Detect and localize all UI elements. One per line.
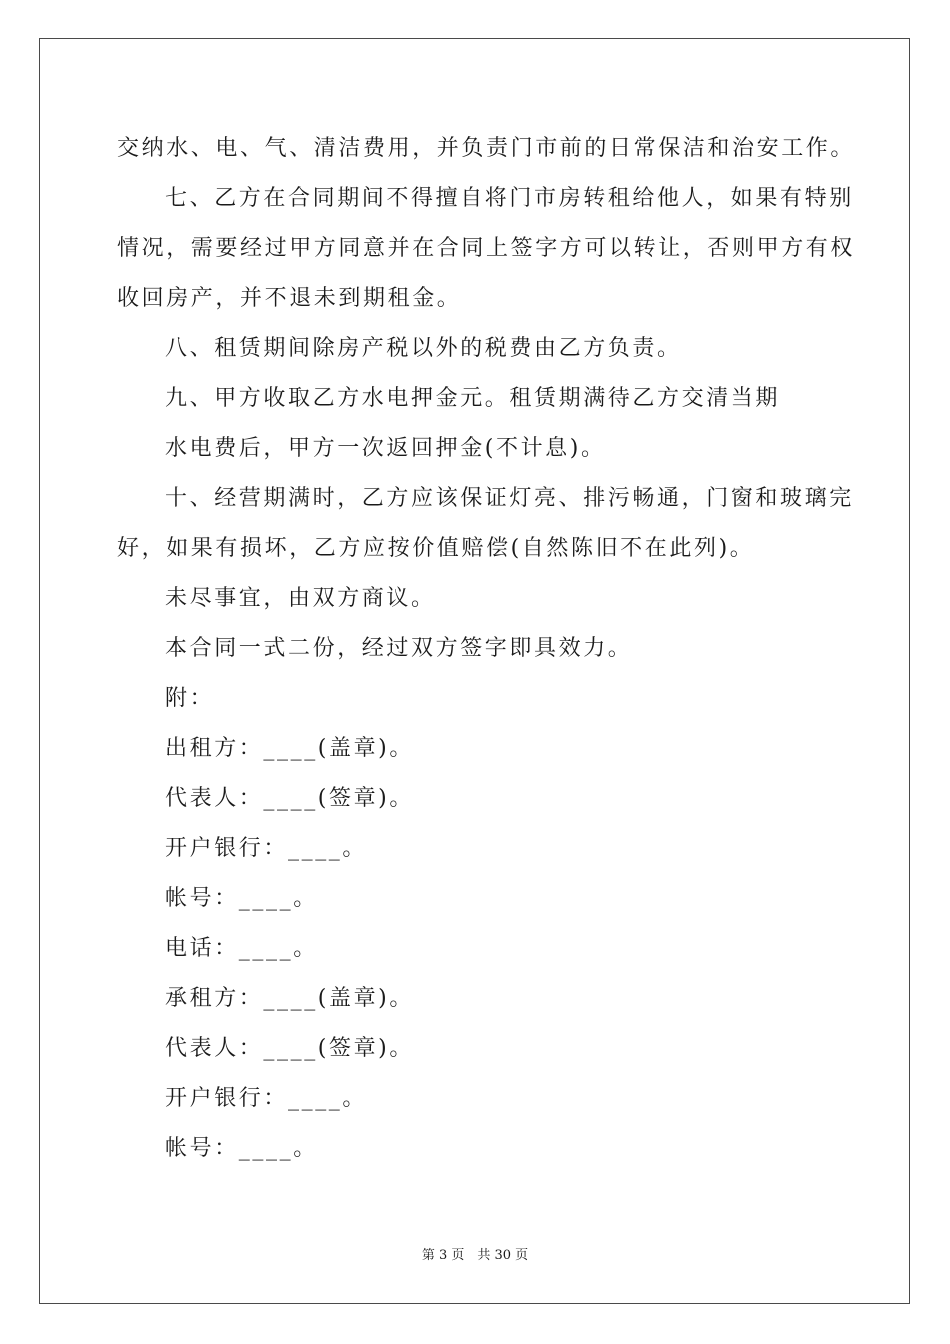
clause-10-line-1: 十、经营期满时，乙方应该保证灯亮、排污畅通，门窗和玻璃完 xyxy=(165,486,854,511)
misc-matters-line: 未尽事宜，由双方商议。 xyxy=(165,586,436,611)
lessee-bank-field: 开户银行：____。 xyxy=(165,1086,368,1111)
appendix-label: 附： xyxy=(165,686,215,711)
clause-7-line-1: 七、乙方在合同期间不得擅自将门市房转租给他人，如果有特别 xyxy=(165,186,854,211)
clause-7-line-3: 收回房产，并不退未到期租金。 xyxy=(117,286,462,311)
clause-9-line-1: 九、甲方收取乙方水电押金元。租赁期满待乙方交清当期 xyxy=(165,386,781,411)
lessor-phone-field: 电话：____。 xyxy=(165,936,318,961)
lessor-bank-field: 开户银行：____。 xyxy=(165,836,368,861)
page-number-footer: 第 3 页 共 30 页 xyxy=(421,1248,529,1263)
paragraph-line: 交纳水、电、气、清洁费用，并负责门市前的日常保洁和治安工作。 xyxy=(117,136,856,161)
clause-9-line-2: 水电费后，甲方一次返回押金(不计息)。 xyxy=(165,436,606,461)
lessee-representative-field: 代表人：____(签章)。 xyxy=(165,1036,414,1061)
clause-7-line-2: 情况，需要经过甲方同意并在合同上签字方可以转让，否则甲方有权 xyxy=(117,236,856,261)
lessee-account-field: 帐号：____。 xyxy=(165,1136,318,1161)
clause-8-line: 八、租赁期间除房产税以外的税费由乙方负责。 xyxy=(165,336,682,361)
lessor-account-field: 帐号：____。 xyxy=(165,886,318,911)
lessee-field: 承租方：____(盖章)。 xyxy=(165,986,414,1011)
lessor-representative-field: 代表人：____(签章)。 xyxy=(165,786,414,811)
copies-line: 本合同一式二份，经过双方签字即具效力。 xyxy=(165,636,633,661)
clause-10-line-2: 好，如果有损坏，乙方应按价值赔偿(自然陈旧不在此列)。 xyxy=(117,536,755,561)
lessor-field: 出租方：____(盖章)。 xyxy=(165,736,414,761)
